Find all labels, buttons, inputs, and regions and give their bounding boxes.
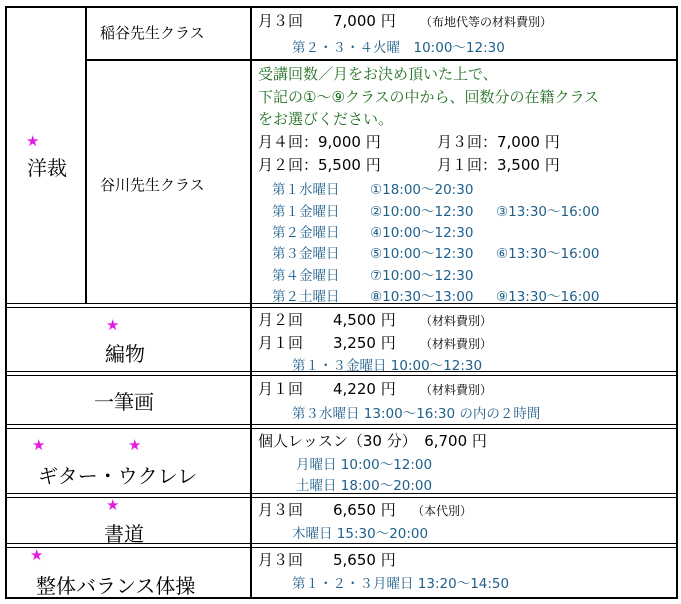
- schedule-guitar: 月曜日 10:00～12:00: [296, 457, 433, 473]
- note-amimono: （材料費別）: [420, 314, 493, 328]
- fee-shodo: 月３回 6,650 円: [258, 501, 396, 519]
- star-icon: ★: [106, 316, 120, 334]
- class-day: 第４金曜日: [272, 268, 340, 284]
- category-label-hitsuga: 一筆画: [94, 390, 154, 414]
- class-day: 第１水曜日: [272, 182, 340, 198]
- class-day: 第１金曜日: [272, 204, 340, 220]
- schedule-amimono: 第１・３金曜日 10:00～12:30: [292, 358, 483, 374]
- category-label-guitar: ギター・ウクレレ: [38, 464, 198, 488]
- schedule-seitai: 第１・２・３月曜日 13:20～14:50: [292, 576, 510, 592]
- category-label-seitai: 整体バランス体操: [36, 574, 196, 598]
- class-time: ⑦10:00～12:30: [370, 268, 474, 284]
- class-time: ②10:00～12:30: [370, 204, 474, 220]
- teacher-inaya: 稲谷先生クラス: [100, 24, 205, 42]
- fee-tanigawa: 月２回：5,500 円: [258, 156, 381, 174]
- category-label-shodo: 書道: [104, 522, 144, 546]
- star-icon: ★: [26, 132, 40, 150]
- class-time: ⑨13:30～16:00: [496, 289, 600, 305]
- note-inaya: （布地代等の材料費別）: [420, 15, 553, 29]
- class-time: ⑥13:30～16:00: [496, 246, 600, 262]
- schedule-hitsuga: 第３水曜日 13:00～16:30 の内の２時間: [292, 406, 541, 422]
- intro-line: 下記の①～⑨クラスの中から、回数分の在籍クラス: [258, 88, 599, 106]
- class-day: 第２金曜日: [272, 225, 340, 241]
- class-time: ④10:00～12:30: [370, 225, 474, 241]
- class-time: ③13:30～16:00: [496, 204, 600, 220]
- fee-amimono: 月２回 4,500 円: [258, 311, 396, 329]
- class-time: ①18:00～20:30: [370, 182, 474, 198]
- note-amimono: （材料費別）: [420, 337, 493, 351]
- class-time: ⑤10:00～12:30: [370, 246, 474, 262]
- teacher-tanigawa: 谷川先生クラス: [100, 176, 205, 194]
- fee-seitai: 月３回 5,650 円: [258, 551, 396, 569]
- fee-amimono: 月１回 3,250 円: [258, 334, 396, 352]
- class-time: ⑧10:30～13:00: [370, 289, 474, 305]
- star-icon: ★: [32, 436, 46, 454]
- schedule-guitar: 土曜日 18:00～20:00: [296, 478, 433, 494]
- star-icon: ★: [30, 546, 44, 564]
- fee-tanigawa: 月１回：3,500 円: [437, 156, 560, 174]
- star-icon: ★: [128, 436, 142, 454]
- star-icon: ★: [106, 496, 120, 514]
- schedule-shodo: 木曜日 15:30～20:00: [292, 526, 429, 542]
- class-day: 第３金曜日: [272, 246, 340, 262]
- category-label-yousai: 洋裁: [27, 156, 67, 180]
- fee-tanigawa: 月３回：7,000 円: [437, 133, 560, 151]
- category-label-amimono: 編物: [105, 342, 145, 366]
- fee-guitar: 個人レッスン（30 分） 6,700 円: [258, 432, 487, 450]
- note-shodo: （本代別）: [412, 504, 473, 518]
- fee-inaya: 月３回 7,000 円: [258, 12, 396, 30]
- intro-line: をお選びください。: [258, 110, 394, 128]
- schedule-inaya: 第２・３・４火曜 10:00～12:30: [292, 40, 505, 56]
- note-hitsuga: （材料費別）: [420, 383, 493, 397]
- fee-hitsuga: 月１回 4,220 円: [258, 380, 396, 398]
- intro-line: 受講回数／月をお決め頂いた上で、: [258, 65, 498, 83]
- fee-tanigawa: 月４回：9,000 円: [258, 133, 381, 151]
- class-day: 第２土曜日: [272, 289, 340, 305]
